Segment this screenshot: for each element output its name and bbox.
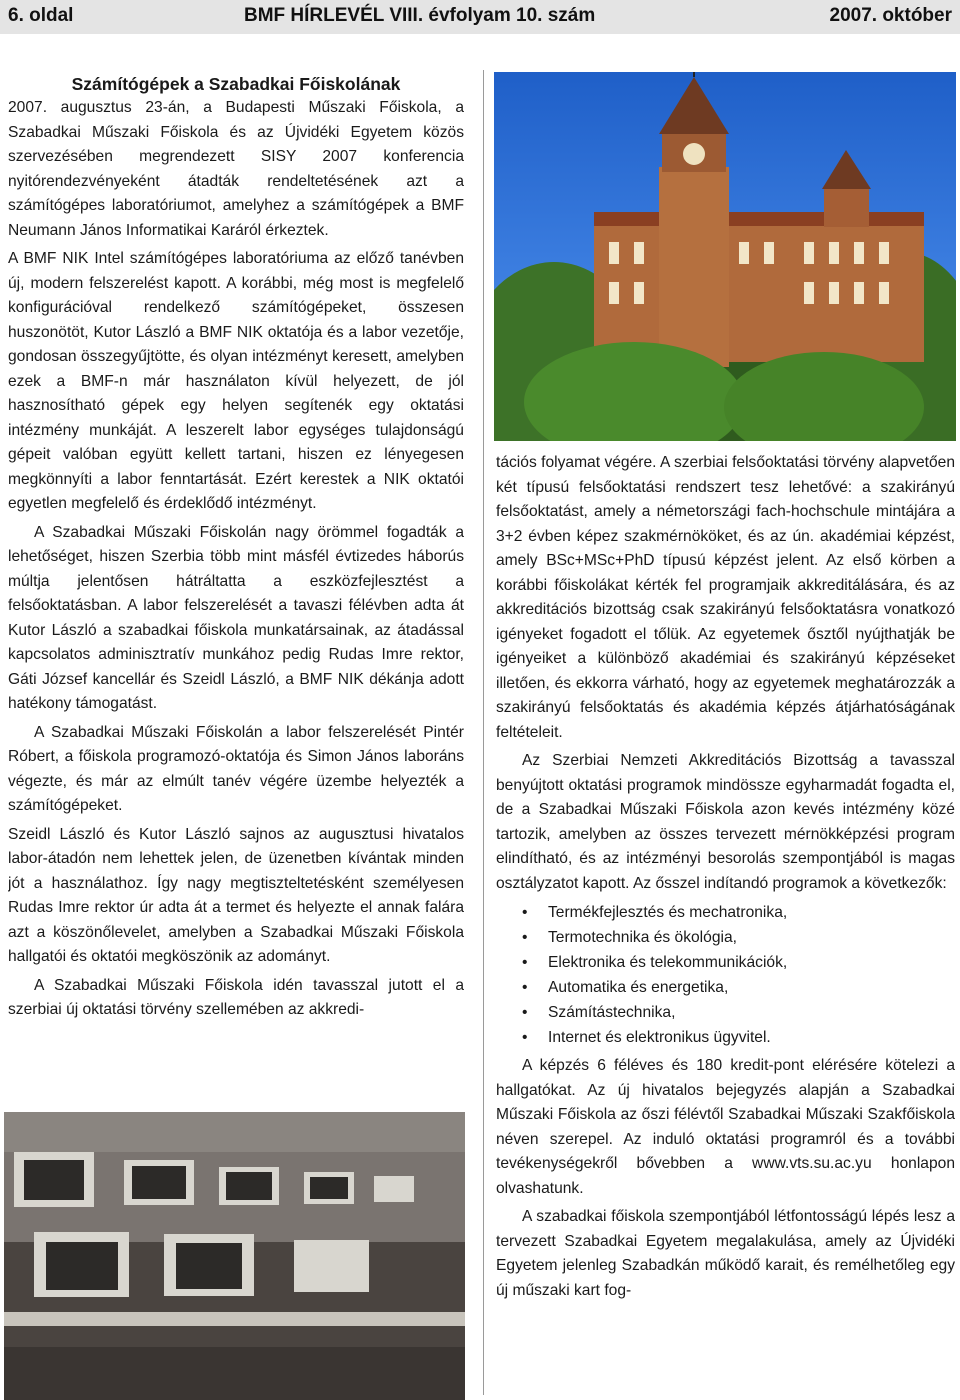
building-illustration xyxy=(494,72,956,441)
paragraph: Az Szerbiai Nemzeti Akkreditációs Bizottság a tavasszal benyújtott oktatási programok mindössze egyharmadát fogadta el, de a Szabadkai Műszaki Főiskola azon kevés intézmény közé tartozik, amelyben az összes tervezett mérnökképzési program elindítható, és az intézményi besorolás szempontjából is magas osztályzatot kapott. Az ősszel indítandó programok a következők: xyxy=(496,752,955,892)
list-item: • Termotechnika és ökológia, xyxy=(496,925,955,950)
program-list xyxy=(496,900,955,1050)
publication-title: BMF HÍRLEVÉL VIII. évfolyam 10. szám xyxy=(244,5,596,26)
paragraph: A Szabadkai Műszaki Főiskola idén tavasszal jutott el a szerbiai új oktatási törvény szellemében az akkredi- xyxy=(8,976,464,1018)
paragraph: Szeidl László és Kutor László sajnos az augusztusi hivatalos labor-átadón nem lehettek jelen, de üzenetben kívántak minden jót a használathoz. Így nagy megtiszteltetésként személyesen Rudas Imre rektor úr adta át a termet és helyezte el annak falára azt a köszönőlevelet, amelyben a Szabadkai Műszaki Főiskola hallgatói és oktatói megköszönik az adományt. xyxy=(8,825,464,965)
list-item: • Számítástechnika, xyxy=(496,1000,955,1025)
left-column xyxy=(8,72,464,1112)
page-header xyxy=(0,0,960,34)
computer-lab-photo xyxy=(4,1112,465,1400)
paragraph: A Szabadkai Műszaki Főiskolán nagy örömmel fogadták a lehetőséget, hiszen Szerbia több mint másfél évtizedes háborús múltja jelentősen hátráltatta a eszközfejlesztést a felsőoktatásban. A labor felszerelését a tavaszi félévben adta át Kutor László a szabadkai főiskola munkatársainak, az átadással kapcsolatos adminisztratív munkához pedig Rudas Imre rektor, Gáti József kancellár és Szeidl László, a BMF NIK dékánja adott hatékony támogatást. xyxy=(8,523,464,712)
city-hall-photo xyxy=(494,72,956,441)
paragraph: A képzés 6 féléves és 180 kredit-pont elérésére kötelezi a hallgatókat. Az új hivatalos bejegyzés alapján a Szabadkai Műszaki Főiskola az őszi félévtől Szabadkai Műszaki Szakfőiskola néven szerepel. Az induló oktatási programról és a további tevékenységekről bővebben a www.vts.su.ac.yu honlapon olvashatunk. xyxy=(496,1057,955,1197)
paragraph: A Szabadkai Műszaki Főiskolán a labor felszerelését Pintér Róbert, a főiskola programozó-oktatója és Simon János laboráns végezte, és már az elmúlt tanév végére üzembe helyezték a számítógépeket. xyxy=(8,723,464,814)
paragraph: A szabadkai főiskola szempontjából létfontosságú lépés lesz a tervezett Szabadkai Egyetem megalakulása, amely az Újvidéki Egyetem jelenleg Szabadkán működő karait, és remélhetőleg egy új műszaki kart fog- xyxy=(496,1208,955,1299)
paragraph: 2007. augusztus 23-án, a Budapesti Műszaki Főiskola, a Szabadkai Műszaki Főiskola és az Újvidéki Egyetem közös szervezésében megrendezett SISY 2007 konferencia nyitórendezvényeként átadták rendeltetésének azt a számítógépes laboratóriumot, amelyhez a számítógépek a BMF Neumann János Informatikai Karáról érkeztek. xyxy=(8,99,464,239)
list-item: • Internet és elektronikus ügyvitel. xyxy=(496,1025,955,1050)
list-item: • Termékfejlesztés és mechatronika, xyxy=(496,900,955,925)
right-column xyxy=(496,451,955,1400)
lab-illustration xyxy=(4,1112,465,1400)
issue-date: 2007. október xyxy=(829,5,952,26)
list-item: • Elektronika és telekommunikációk, xyxy=(496,950,955,975)
column-divider xyxy=(483,70,484,1395)
paragraph: tációs folyamat végére. A szerbiai felsőoktatási törvény alapvetően két típusú felsőoktatási rendszert tesz lehetővé: a szakirányú felsőoktatást, amely a németországi fach-hochschule mintájára a 3+2 évben képez szakmérnököket, és az ún. akadémiai képzést, amely BSc+MSc+PhD típusú képzést jelent. Az első körben a korábbi főiskolákat kérték fel programjaik akkreditálására, és az akkreditációs bizottság csak szakirányú felsőoktatásra vonatkozó igényeket fogadott el tőlük. Az egyetemek ősztől nyújthatják be igényeiket a különböző akadémiai és szakirányú képzéseket illetően, és ekkorra várható, hogy az egyetemek meghatározzák a szakirányú felsőoktatás és akadémia képzés átjárhatóságának feltételeit. xyxy=(496,454,955,741)
list-item: • Automatika és energetika, xyxy=(496,975,955,1000)
page-number: 6. oldal xyxy=(8,5,74,26)
article-title: Számítógépek a Szabadkai Főiskolának xyxy=(71,74,401,94)
paragraph: A BMF NIK Intel számítógépes laboratóriuma az előző tanévben új, modern felszerelést kapott. A korábbi, még most is megfelelő konfigurációval rendelkező számítógépeket, összesen huszonötöt, Kutor László a BMF NIK oktatója és a labor vezetője, gondosan összegyűjtötte, és olyan intézményt keresett, amelyben ezek a BMF-n már használaton kívül helyezett, de jól hasznosítható gépek egy helyen segítenék egy oktatási intézmény munkáját. A leszerelt labor egységes tulajdonságú gépeit valóban együtt kellett tartani, hiszen ez lényegesen megkönnyíti a labor fenntartását. Ezért kerestek a NIK oktatói egyetlen megfelelő és érdeklődő intézményt. xyxy=(8,250,464,512)
